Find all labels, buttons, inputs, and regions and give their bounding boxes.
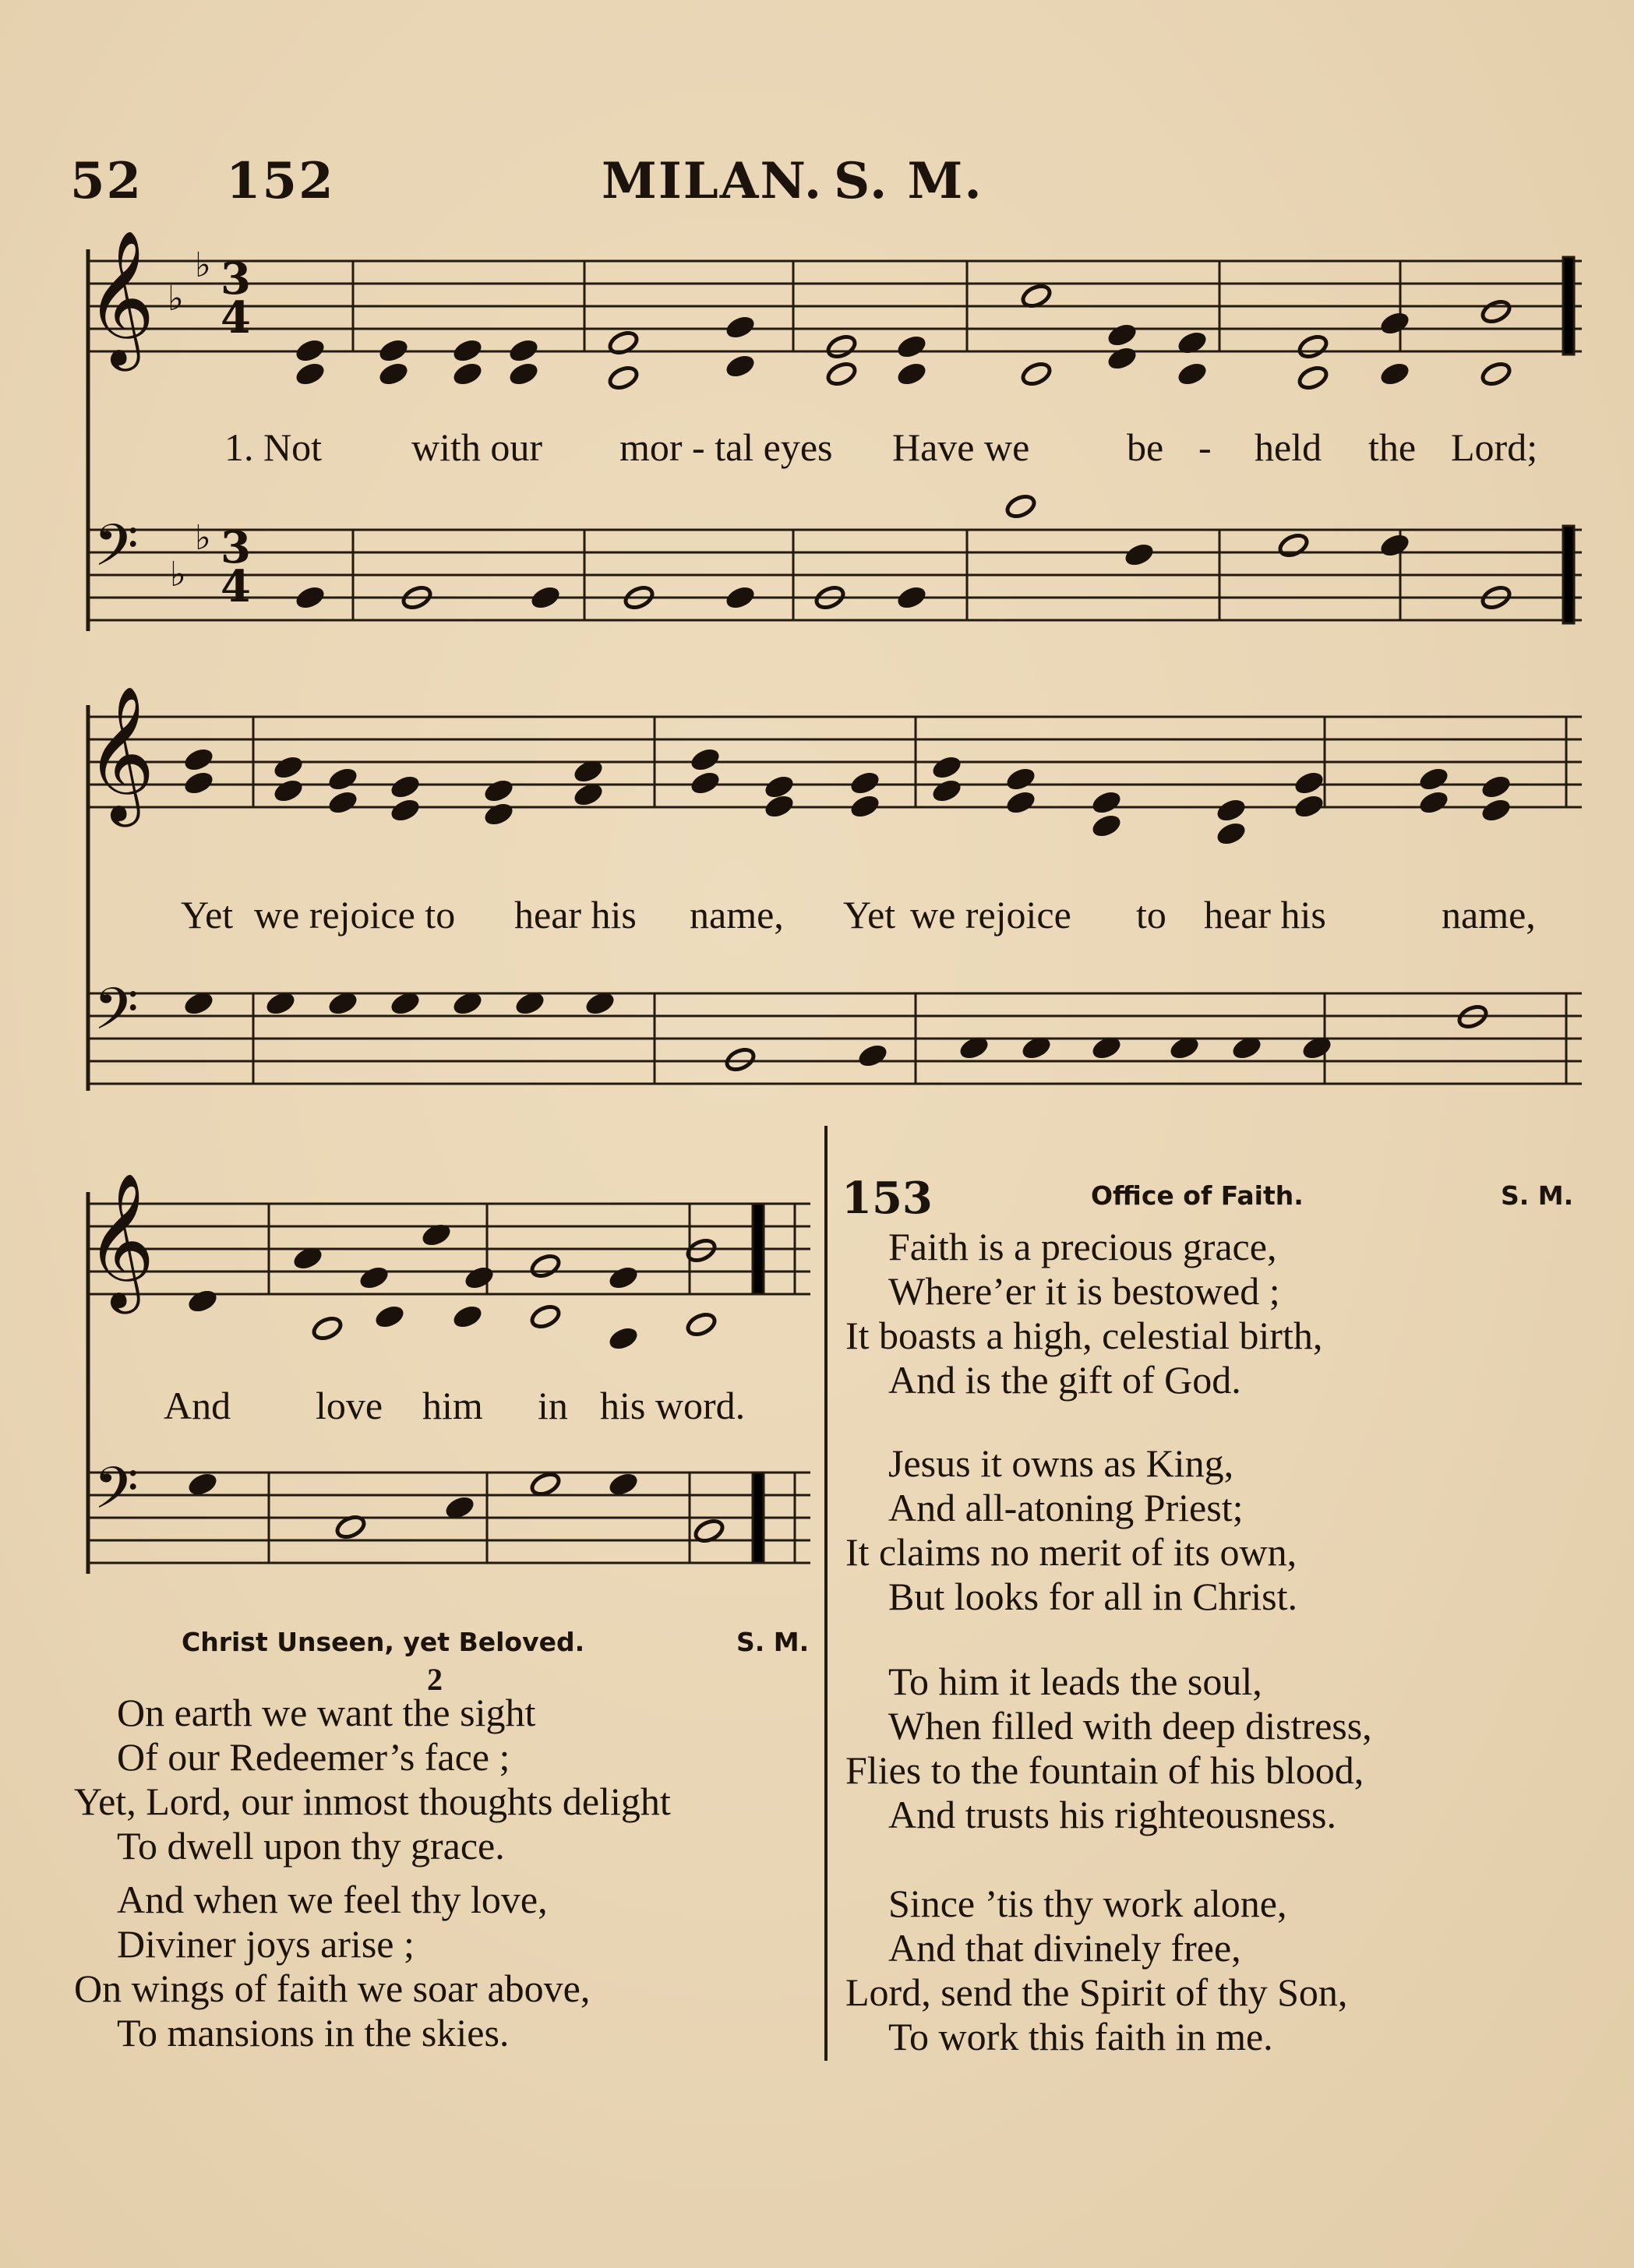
verse-line: It boasts a high, celestial birth, <box>845 1314 1323 1357</box>
treble-clef-icon: 𝄞 <box>86 230 155 365</box>
quarter-note <box>186 1287 219 1314</box>
column-divider <box>824 1126 828 2061</box>
quarter-note <box>724 313 757 340</box>
half-note <box>1480 298 1512 325</box>
quarter-note <box>1004 788 1037 816</box>
verse-line: To him it leads the soul, <box>888 1660 1262 1703</box>
hymn153-stanza-2 <box>845 1441 1297 1619</box>
quarter-note <box>1480 796 1512 824</box>
quarter-note <box>373 1303 406 1330</box>
quarter-note <box>451 337 484 364</box>
verse-line: And that divinely free, <box>888 1926 1241 1970</box>
verse-line: Where’er it is bestowed ; <box>888 1269 1280 1313</box>
flat-icon: ♭ <box>168 279 184 319</box>
quarter-note <box>507 337 540 364</box>
quarter-note <box>607 1470 640 1497</box>
quarter-note <box>482 800 515 827</box>
half-note <box>825 360 858 387</box>
quarter-note <box>377 360 410 387</box>
quarter-note <box>294 337 326 364</box>
verse-line: It claims no merit of its own, <box>845 1530 1297 1574</box>
half-note <box>529 1470 562 1497</box>
half-note <box>724 1046 757 1073</box>
half-note <box>1277 531 1310 559</box>
quarter-note <box>1176 360 1209 387</box>
flat-icon: ♭ <box>195 245 211 285</box>
quarter-note <box>451 1303 484 1330</box>
half-note <box>825 333 858 360</box>
quarter-note <box>272 753 305 781</box>
hymn2-stanza-2 <box>74 1878 590 2055</box>
lyric: we rejoice <box>910 893 1071 936</box>
verse-line: To mansions in the skies. <box>117 2011 510 2055</box>
hymn2-number: 2 <box>427 1662 443 1697</box>
quarter-note <box>689 769 722 796</box>
verse-line: Since ’tis thy work alone, <box>888 1882 1287 1925</box>
quarter-note <box>182 746 215 773</box>
flat-icon: ♭ <box>170 555 186 594</box>
verse-line: Of our Redeemer’s face ; <box>117 1735 510 1779</box>
verse-line: To work this faith in me. <box>888 2015 1273 2058</box>
lyric: in <box>538 1384 568 1427</box>
flat-icon: ♭ <box>195 518 211 558</box>
treble-clef-icon: 𝄞 <box>86 686 155 821</box>
verse-line: To dwell upon thy grace. <box>117 1824 505 1868</box>
quarter-note <box>1106 344 1138 372</box>
hymn2-meter: S. M. <box>736 1627 810 1657</box>
quarter-note <box>849 769 881 796</box>
time-signature-bottom: 4 <box>221 292 251 344</box>
quarter-note <box>1215 796 1248 824</box>
quarter-note <box>607 1264 640 1291</box>
half-note <box>1297 364 1329 391</box>
quarter-note <box>358 1264 390 1291</box>
quarter-note <box>689 746 722 773</box>
quarter-note <box>1123 541 1156 568</box>
verse-line: Faith is a precious grace, <box>888 1225 1277 1268</box>
page-number: 52 <box>70 152 143 210</box>
hymn153-stanza-1 <box>845 1225 1322 1402</box>
quarter-note <box>272 777 305 804</box>
verse-line: And all-atoning Priest; <box>888 1486 1244 1529</box>
lyric: love <box>316 1384 383 1427</box>
quarter-note <box>724 584 757 611</box>
quarter-note <box>1378 309 1411 337</box>
lyric: name, <box>690 893 784 936</box>
quarter-note <box>724 352 757 379</box>
quarter-note <box>529 584 562 611</box>
verse-line: Lord, send the Spirit of thy Son, <box>845 1970 1348 2014</box>
half-note <box>1480 360 1512 387</box>
verse-line: Jesus it owns as King, <box>888 1441 1234 1485</box>
lyric: to <box>1136 893 1166 936</box>
quarter-note <box>389 773 422 800</box>
lyric: his word. <box>600 1384 746 1427</box>
bass-clef-icon: 𝄢 <box>94 512 139 594</box>
tune-number: 152 <box>226 152 335 210</box>
hymn153-title: Office of Faith. <box>1091 1180 1304 1211</box>
half-note <box>1297 333 1329 360</box>
half-note <box>529 1303 562 1330</box>
half-note <box>607 364 640 391</box>
verse-line: And is the gift of God. <box>888 1358 1241 1402</box>
half-note <box>1004 492 1037 520</box>
quarter-note <box>1417 765 1450 792</box>
lyric: the <box>1368 425 1417 469</box>
quarter-note <box>1106 321 1138 348</box>
lyric: hear his <box>514 893 637 936</box>
quarter-note <box>463 1264 496 1291</box>
quarter-note <box>849 792 881 820</box>
quarter-note <box>895 584 928 611</box>
treble-clef-icon: 𝄞 <box>86 1173 155 1308</box>
quarter-note <box>763 773 796 800</box>
quarter-note <box>326 765 359 792</box>
lyric: Lord; <box>1451 425 1538 469</box>
quarter-note <box>451 360 484 387</box>
tune-meter: S. M. <box>834 152 983 210</box>
quarter-note <box>182 769 215 796</box>
lyric: Yet <box>843 893 896 936</box>
final-barline <box>753 1204 764 1294</box>
quarter-note <box>326 788 359 816</box>
lyric: 1. Not <box>224 425 322 469</box>
quarter-note <box>895 360 928 387</box>
time-signature-top: 3 <box>221 253 251 305</box>
quarter-note <box>1480 773 1512 800</box>
system1-lyrics <box>0 425 1538 877</box>
quarter-note <box>377 337 410 364</box>
quarter-note <box>930 777 963 804</box>
hymn153-number: 153 <box>842 1173 933 1224</box>
verse-line: On wings of faith we soar above, <box>74 1966 591 2010</box>
final-barline <box>1563 257 1574 354</box>
lyric: we rejoice to <box>254 893 456 936</box>
verse-line: Diviner joys arise ; <box>117 1922 415 1966</box>
quarter-note <box>389 796 422 824</box>
quarter-note <box>856 1042 889 1069</box>
hymn153-stanza-4 <box>845 1882 1347 2059</box>
hymn153-stanza-3 <box>845 1660 1372 1837</box>
quarter-note <box>930 753 963 781</box>
verse-line: Flies to the fountain of his blood, <box>845 1748 1364 1792</box>
lyric: name, <box>1442 893 1536 936</box>
quarter-note <box>607 1324 640 1352</box>
quarter-note <box>482 777 515 804</box>
final-barline <box>1563 526 1574 623</box>
bass-clef-icon: 𝄢 <box>94 975 139 1057</box>
lyric: with our <box>411 425 543 469</box>
tune-title: MILAN. <box>602 152 824 210</box>
hymn153-meter: S. M. <box>1501 1180 1574 1211</box>
quarter-note <box>1293 792 1325 820</box>
lyric: And <box>164 1384 231 1427</box>
quarter-note <box>507 360 540 387</box>
half-note <box>685 1310 718 1338</box>
quarter-note <box>1090 812 1123 839</box>
quarter-note <box>186 1470 219 1497</box>
hymn2-title: Christ Unseen, yet Beloved. <box>182 1627 585 1657</box>
verse-line: Yet, Lord, our inmost thoughts delight <box>74 1779 671 1823</box>
bass-clef-icon: 𝄢 <box>94 1455 139 1536</box>
quarter-note <box>1090 788 1123 816</box>
quarter-note <box>1215 820 1248 847</box>
verse-line: And when we feel thy love, <box>117 1878 548 1921</box>
time-signature-bottom: 4 <box>221 561 251 612</box>
lyric: him <box>422 1384 483 1427</box>
quarter-note <box>1378 531 1411 559</box>
quarter-note <box>895 333 928 360</box>
half-note <box>1020 360 1053 387</box>
lyric: held <box>1255 425 1322 469</box>
lyric: hear his <box>1204 893 1326 936</box>
quarter-note <box>1417 788 1450 816</box>
lyric: - <box>1198 425 1212 469</box>
quarter-note <box>294 360 326 387</box>
quarter-note <box>294 584 326 611</box>
time-signature-top: 3 <box>221 522 251 573</box>
lyric: be <box>1127 425 1164 469</box>
quarter-note <box>1378 360 1411 387</box>
quarter-note <box>1293 769 1325 796</box>
verse-line: And trusts his righteousness. <box>888 1793 1336 1836</box>
lyric: Have we <box>892 425 1030 469</box>
lyric: mor - tal eyes <box>619 425 833 469</box>
half-note <box>311 1314 344 1342</box>
verse-line: But looks for all in Christ. <box>888 1575 1297 1618</box>
hymn2-stanza-1 <box>74 1691 671 1868</box>
verse-line: On earth we want the sight <box>117 1691 536 1734</box>
quarter-note <box>763 792 796 820</box>
lyric: Yet <box>181 893 234 936</box>
final-barline <box>753 1473 764 1563</box>
verse-line: When filled with deep distress, <box>888 1704 1372 1748</box>
half-note <box>529 1252 562 1279</box>
quarter-note <box>1004 765 1037 792</box>
